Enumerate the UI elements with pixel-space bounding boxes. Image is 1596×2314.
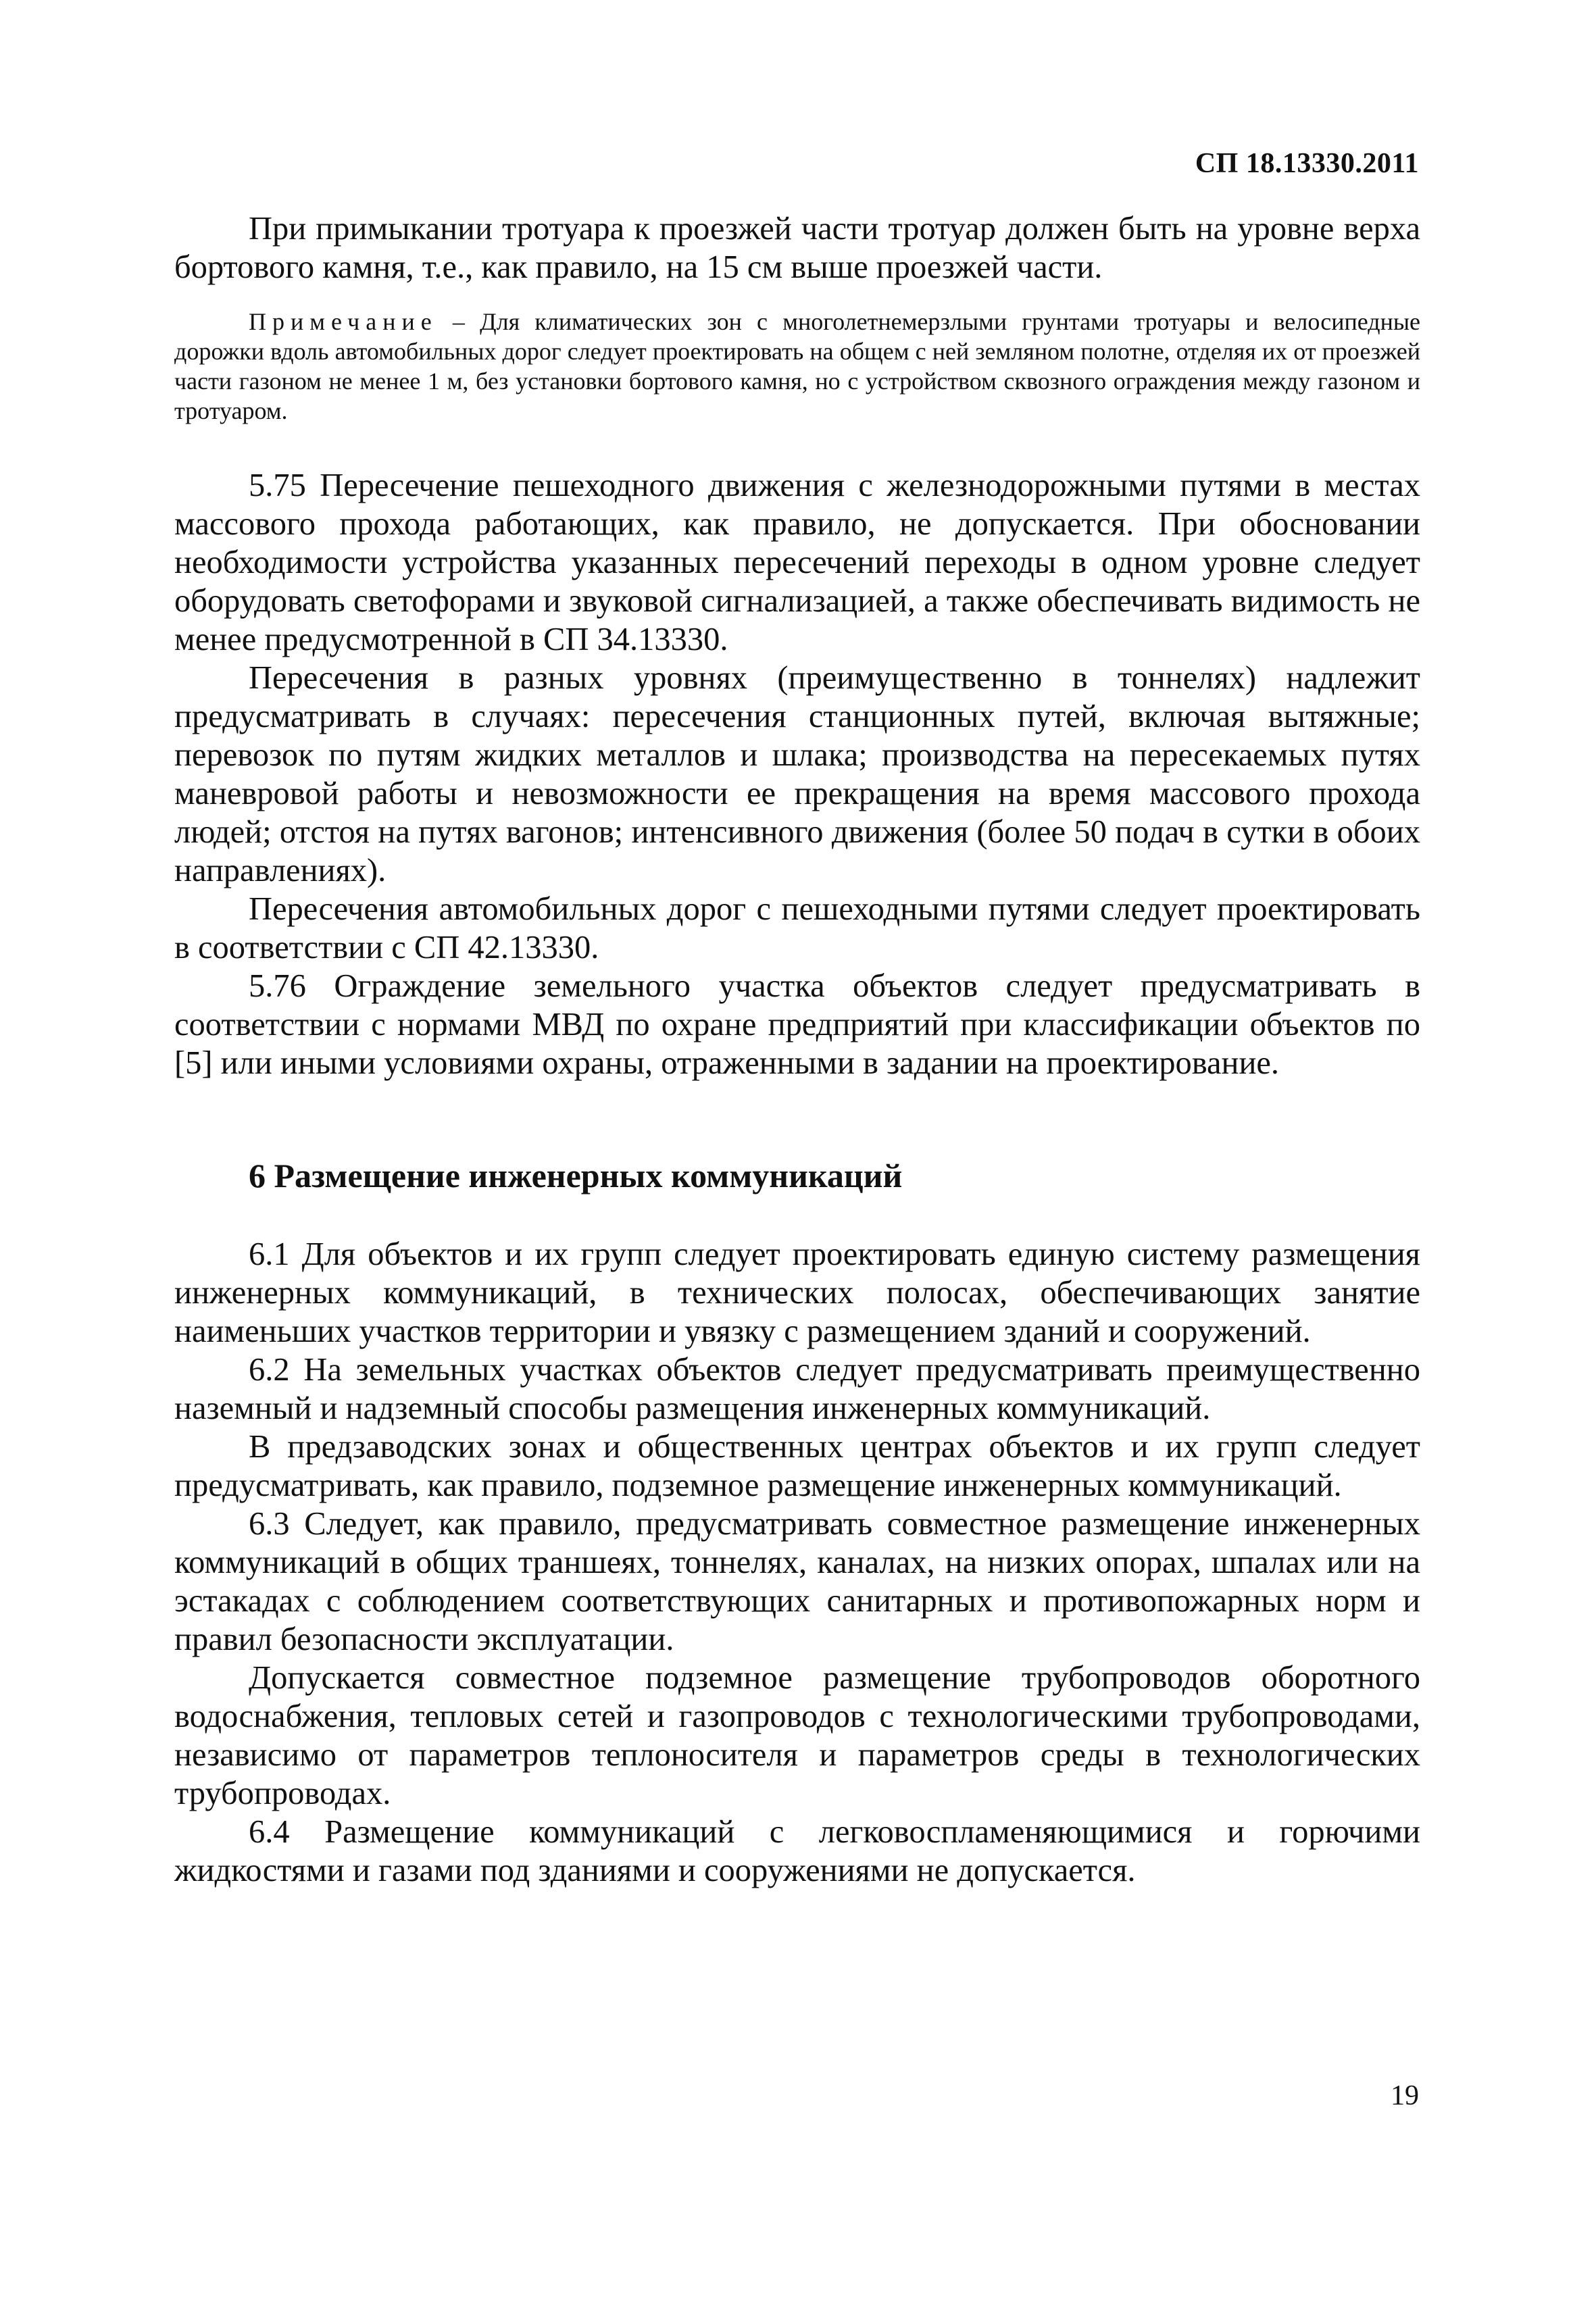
clause-6-2: 6.2 На земельных участках объектов следует предусматривать преимущественно наземный и надземный способы размещения инженерных коммуникаций. (174, 1352, 1420, 1426)
note-text: – Для климатических зон с многолетнемерзлыми грунтами тротуары и велосипедные дорожки вдоль автомобильных дорог следует проектировать на общем с ней земляном полотне, отделяя их от проезжей части газоном не менее 1 м, без установки бортового камня, но с устройством сквозного ограждения между газоном и тротуаром. (174, 308, 1420, 424)
note (174, 307, 1420, 426)
section-6-heading: 6 Размещение инженерных коммуникаций (249, 1157, 903, 1194)
clause-5-76: 5.76 Ограждение земельного участка объектов следует предусматривать в соответствии с нормами МВД по охране предприятий при классификации объектов по [5] или иными условиями охраны, отраженными в задании на проектирование. (174, 968, 1420, 1081)
clause-5-75-grade-separation: Пересечения в разных уровнях (преимущественно в тоннелях) надлежит предусматривать в случаях: пересечения станционных путей, включая вытяжные; перевозок по путям жидких металлов и шлака; производства на пересекаемых путях маневровой работы и невозможности ее прекращения на время массового прохода людей; отстоя на путях вагонов; интенсивного движения (более 50 подач в сутки в обоих направлениях). (174, 660, 1420, 888)
clause-5-75-road-crossings: Пересечения автомобильных дорог с пешеходными путями следует проектировать в соответствии с СП 42.13330. (174, 891, 1420, 965)
clause-6-1: 6.1 Для объектов и их групп следует проектировать единую систему размещения инженерных коммуникаций, в технических полосах, обеспечивающих занятие наименьших участков территории и увязку с размещением зданий и сооружений. (174, 1236, 1420, 1349)
clause-5-75: 5.75 Пересечение пешеходного движения с железнодорожными путями в местах массового прохода работающих, как правило, не допускается. При обосновании необходимости устройства указанных пересечений переходы в одном уровне следует оборудовать светофорами и звуковой сигнализацией, а также обеспечивать видимость не менее предусмотренной в СП 34.13330. (174, 468, 1420, 657)
clause-6-3: 6.3 Следует, как правило, предусматривать совместное размещение инженерных коммуникаций в общих траншеях, тоннелях, каналах, на низких опорах, шпалах или на эстакадах с соблюдением соответствующих санитарных и противопожарных норм и правил безопасности эксплуатации. (174, 1506, 1420, 1657)
document-code: СП 18.13330.2011 (1195, 148, 1419, 179)
clause-6-2-prefactory-zones: В предзаводских зонах и общественных центрах объектов и их групп следует предусматривать, как правило, подземное размещение инженерных коммуникаций. (174, 1429, 1420, 1503)
note-label: Примечание (249, 308, 438, 335)
clause-6-4: 6.4 Размещение коммуникаций с легковоспламеняющимися и горючими жидкостями и газами под зданиями и сооружениями не допускается. (174, 1814, 1420, 1888)
paragraph-sidewalk: При примыкании тротуара к проезжей части тротуар должен быть на уровне верха бортового камня, т.е., как правило, на 15 см выше проезжей части. (174, 211, 1420, 285)
page-number: 19 (1391, 2080, 1419, 2111)
clause-6-3-joint-underground: Допускается совместное подземное размещение трубопроводов оборотного водоснабжения, тепловых сетей и газопроводов с технологическими трубопроводами, независимо от параметров теплоносителя и параметров среды в технологических трубопроводах. (174, 1660, 1420, 1811)
page-content (174, 209, 1420, 1890)
